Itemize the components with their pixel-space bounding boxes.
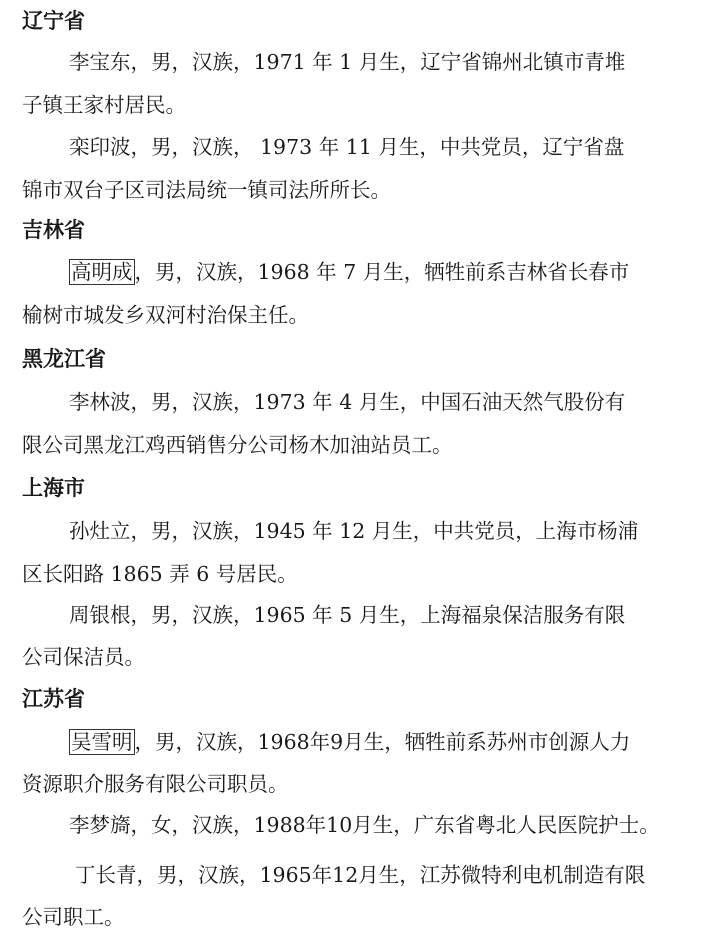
section-heading-shanghai: 上海市 — [22, 476, 85, 500]
entry-line: 锦市双台子区司法局统一镇司法所所长。 — [22, 178, 391, 202]
entry-line — [69, 258, 629, 286]
entry-line: 李梦旖，女，汉族，1988年10月生，广东省粤北人民医院护士。 — [69, 813, 660, 837]
entry-line-rest: ，男，汉族，1968年9月生，牺牲前系苏州市创源人力 — [134, 730, 631, 754]
section-heading-jiangsu: 江苏省 — [22, 687, 85, 711]
entry-line: 区长阳路 1865 弄 6 号居民。 — [22, 562, 298, 586]
entry-line: 李宝东，男，汉族，1971 年 1 月生，辽宁省锦州北镇市青堆 — [69, 50, 626, 74]
entry-line-rest: ，男，汉族，1968 年 7 月生，牺牲前系吉林省长春市 — [134, 260, 630, 284]
entry-line: 资源职介服务有限公司职员。 — [22, 772, 289, 796]
entry-line: 公司保洁员。 — [22, 645, 145, 669]
boxed-name: 高明成 — [71, 260, 133, 284]
entry-line: 榆树市城发乡双河村治保主任。 — [22, 303, 309, 327]
entry-line: 公司职工。 — [22, 905, 125, 929]
entry-line: 栾印波，男，汉族， 1973 年 11 月生，中共党员，辽宁省盘 — [69, 135, 625, 159]
section-heading-jilin: 吉林省 — [22, 218, 85, 242]
entry-line: 子镇王家村居民。 — [22, 93, 186, 117]
boxed-name: 吴雪明 — [71, 730, 133, 754]
entry-line: 限公司黑龙江鸡西销售分公司杨木加油站员工。 — [22, 433, 453, 457]
entry-line: 丁长青，男，汉族，1965年12月生，江苏微特利电机制造有限 — [75, 863, 646, 887]
entry-line: 孙灶立，男，汉族，1945 年 12 月生，中共党员，上海市杨浦 — [69, 519, 639, 543]
section-heading-liaoning: 辽宁省 — [22, 9, 85, 33]
entry-line: 李林波，男，汉族，1973 年 4 月生，中国石油天然气股份有 — [69, 390, 626, 414]
section-heading-heilongjiang: 黑龙江省 — [22, 347, 106, 371]
entry-line — [69, 728, 630, 756]
entry-line: 周银根，男，汉族，1965 年 5 月生，上海福泉保洁服务有限 — [69, 603, 626, 627]
